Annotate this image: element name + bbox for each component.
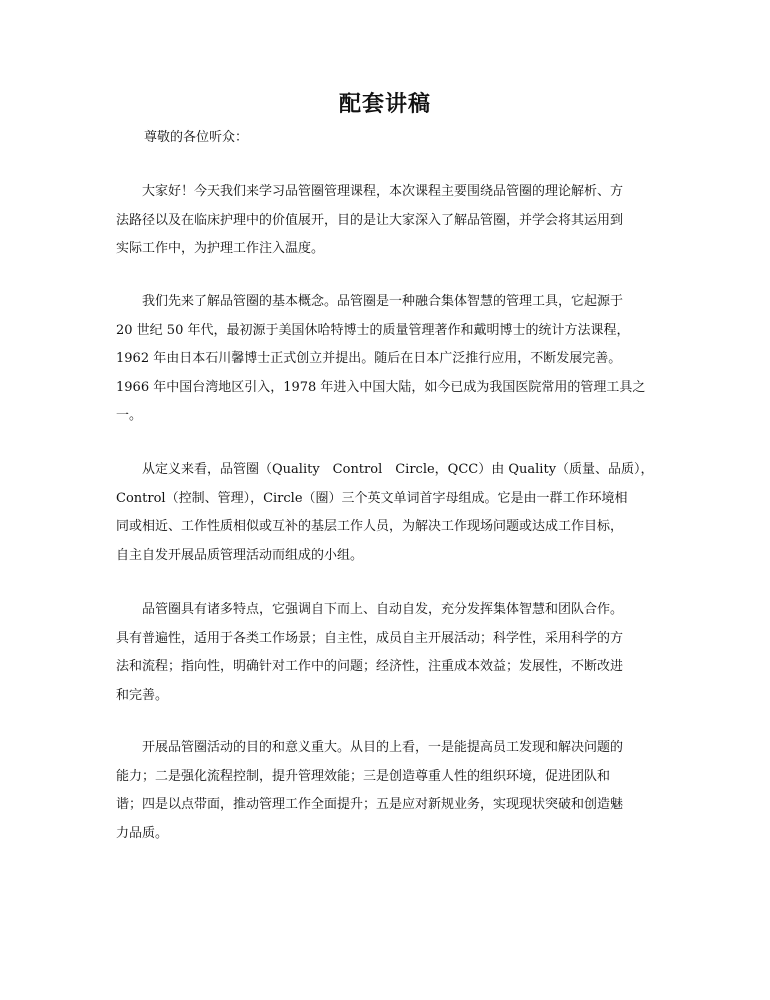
paragraph-line: 法路径以及在临床护理中的价值展开，目的是让大家深入了解品管圈，并学会将其运用到 xyxy=(116,212,624,228)
paragraph-line: 大家好！今天我们来学习品管圈管理课程，本次课程主要围绕品管圈的理论解析、方 xyxy=(116,184,624,199)
paragraph-line: 1966 年中国台湾地区引入，1978 年进入中国大陆，如今已成为我国医院常用的管理工具之 xyxy=(116,379,646,395)
paragraph-line: 力品质。 xyxy=(116,825,169,841)
paragraph-line: 我们先来了解品管圈的基本概念。品管圈是一种融合集体智慧的管理工具，它起源于 xyxy=(116,294,624,309)
paragraph-line: 和完善。 xyxy=(116,687,169,703)
paragraph-line: 一。 xyxy=(116,408,143,423)
page-title: 配套讲稿 xyxy=(338,91,431,117)
paragraph-purpose xyxy=(116,734,656,848)
paragraph-line: 20 世纪 50 年代，最初源于美国休哈特博士的质量管理著作和戴明博士的统计方法课程， xyxy=(116,322,630,338)
paragraph-line: 品管圈具有诸多特点，它强调自下而上、自动自发，充分发挥集体智慧和团队合作。 xyxy=(116,602,624,617)
paragraph-line: 1962 年由日本石川馨博士正式创立并提出。随后在日本广泛推行应用，不断发展完善。 xyxy=(116,351,622,366)
paragraph-line: 从定义来看，品管圈（Quality Control Circle，QCC）由 Quality（质量、品质）， xyxy=(116,462,654,477)
paragraph-concept xyxy=(116,288,656,431)
paragraph-line: 实际工作中，为护理工作注入温度。 xyxy=(116,241,325,256)
paragraph-line: 法和流程；指向性，明确针对工作中的问题；经济性，注重成本效益；发展性，不断改进 xyxy=(116,659,624,674)
paragraph-definition xyxy=(116,456,656,570)
paragraph-line: 开展品管圈活动的目的和意义重大。从目的上看，一是能提高员工发现和解决问题的 xyxy=(116,740,624,755)
paragraph-line: 谐；四是以点带面，推动管理工作全面提升；五是应对新规业务，实现现状突破和创造魅 xyxy=(116,797,624,812)
salutation: 尊敬的各位听众： xyxy=(144,130,249,145)
paragraph-features xyxy=(116,596,656,710)
paragraph-line: 同或相近、工作性质相似或互补的基层工作人员，为解决工作现场问题或达成工作目标， xyxy=(116,519,624,534)
paragraph-line: 能力；二是强化流程控制，提升管理效能；三是创造尊重人性的组织环境，促进团队和 xyxy=(116,768,611,784)
paragraph-intro xyxy=(116,178,656,264)
paragraph-line: Control（控制、管理），Circle（圈）三个英文单词首字母组成。它是由一群工作环境相 xyxy=(116,490,628,506)
paragraph-line: 自主自发开展品质管理活动而组成的小组。 xyxy=(116,547,364,563)
paragraph-line: 具有普遍性，适用于各类工作场景；自主性，成员自主开展活动；科学性，采用科学的方 xyxy=(116,630,624,646)
